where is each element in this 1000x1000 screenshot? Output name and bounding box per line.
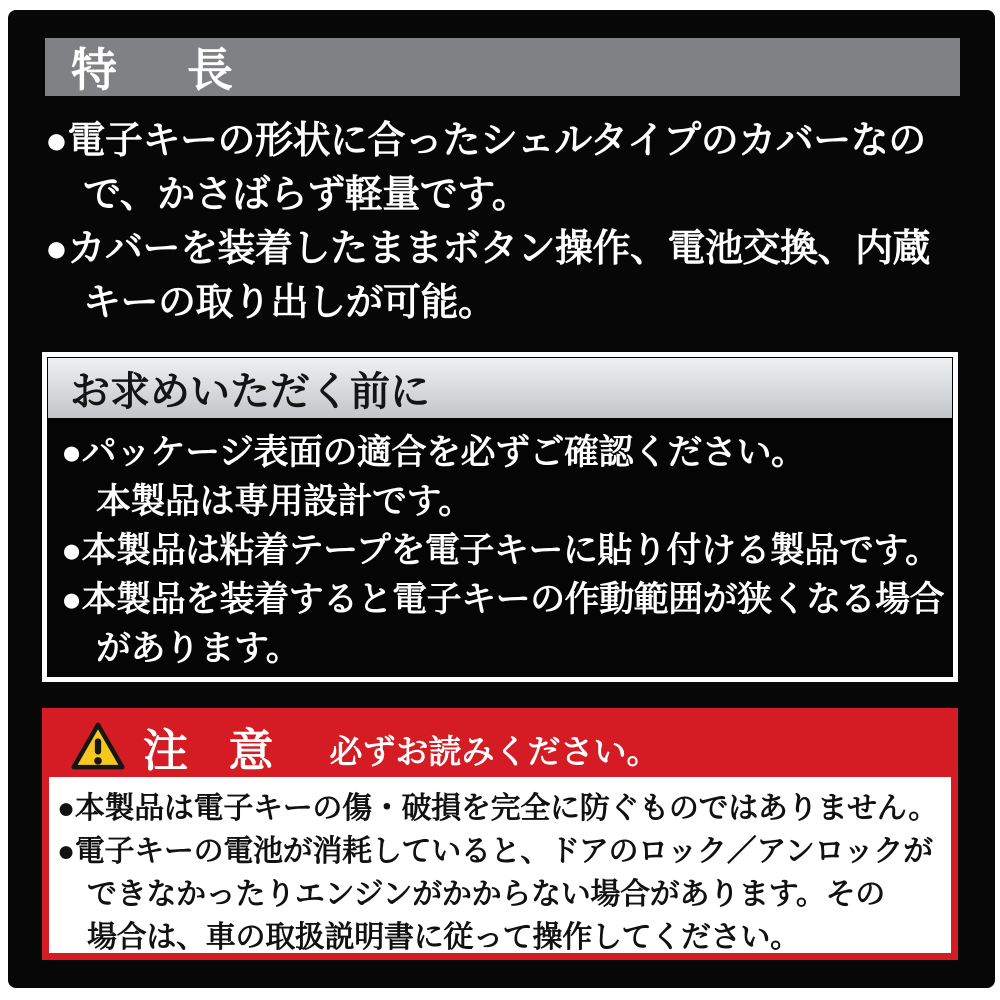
features-bullet-list (45, 114, 975, 330)
before-purchase-line: ●パッケージ表面の適合を必ずご確認ください。 (61, 433, 806, 472)
features-header-label: 特 長 (71, 44, 245, 96)
before-purchase-header-label: お求めいただく前に (70, 369, 430, 414)
features-header-bar (45, 38, 960, 96)
caution-line: ●本製品は電子キーの傷・破損を完全に防ぐものではありません。 (57, 792, 938, 825)
packaging-panel (8, 10, 995, 988)
before-purchase-line: ●本製品は粘着テープを電子キーに貼り付ける製品です。 (61, 531, 940, 570)
caution-title: 注 意 (143, 724, 288, 776)
feature-line: ●カバーを装着したままボタン操作、電池交換、内蔵 (45, 228, 930, 270)
feature-line: で、かさばらず軽量です。 (83, 174, 530, 216)
caution-box (42, 708, 958, 960)
before-purchase-line: 本製品は専用設計です。 (96, 482, 473, 521)
warning-triangle-icon (71, 721, 125, 771)
caution-line: できなかったりエンジンがかからない場合があります。その (87, 878, 885, 911)
before-purchase-header-bar (48, 358, 952, 418)
feature-line: キーの取り出しが可能。 (83, 282, 496, 324)
before-purchase-line: があります。 (96, 629, 301, 668)
caution-header-band (49, 715, 951, 777)
before-purchase-line: ●本製品を装着すると電子キーの作動範囲が狭くなる場合 (61, 580, 945, 619)
before-purchase-bullet-list (47, 419, 953, 673)
feature-line: ●電子キーの形状に合ったシェルタイプのカバーなの (45, 120, 926, 162)
caution-line: ●電子キーの電池が消耗していると、ドアのロック／アンロックが (57, 835, 933, 868)
caution-bullet-list (49, 777, 951, 959)
caution-line: 場合は、車の取扱説明書に従って操作してください。 (87, 921, 800, 954)
caution-subtitle: 必ずお読みください。 (329, 732, 660, 770)
before-purchase-box (42, 352, 958, 682)
